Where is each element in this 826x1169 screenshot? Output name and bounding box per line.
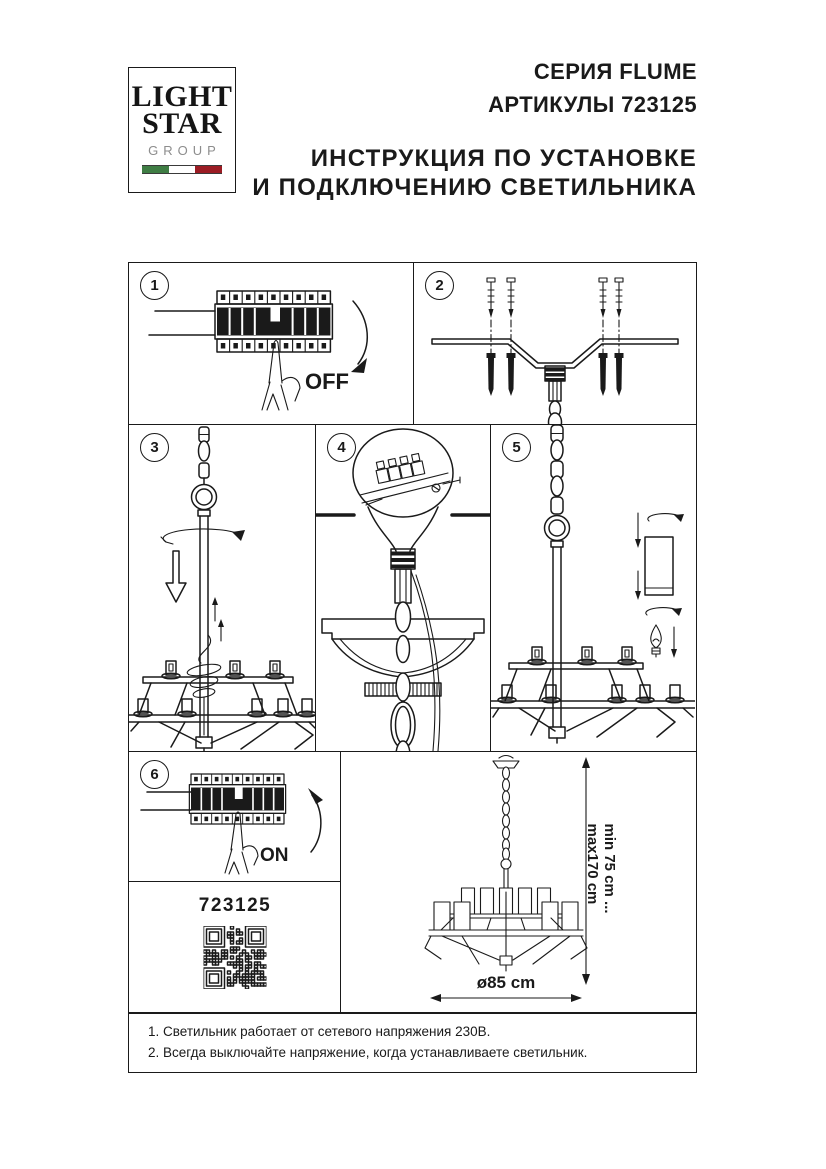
step-number-badge: 5 [502, 433, 531, 462]
chain-links-icon [365, 602, 441, 751]
rotate-up-arrow-icon [308, 788, 323, 852]
series-title: СЕРИЯ FLUME [533, 59, 697, 84]
wire-icon [186, 635, 221, 735]
ring-icon [545, 516, 570, 541]
step-panel-6 [128, 751, 342, 883]
instruction-title-line2: И ПОДКЛЮЧЕНИЮ СВЕТИЛЬНИКА [252, 174, 697, 201]
dimensions-panel [340, 751, 697, 1014]
screws-icons [487, 278, 623, 318]
lightstar-logo [128, 67, 236, 193]
wire-arrows-icons [212, 597, 224, 641]
flag-red-segment [195, 166, 222, 173]
candle-bulb-icon [651, 625, 662, 657]
notes-panel [128, 1012, 697, 1073]
step4-ceiling-connection-illustration [316, 425, 490, 751]
step-panel-5 [490, 424, 697, 753]
chain-icon [551, 425, 563, 514]
chandelier-overview-icon [425, 756, 587, 972]
qr-code [204, 926, 267, 989]
logo-group-text: GROUP [148, 143, 221, 158]
logo-star-text: STAR [142, 107, 222, 140]
shade-cylinder-icon [645, 537, 673, 595]
on-label: ON [260, 845, 289, 866]
article-number-line: АРТИКУЛЫ 723125 [488, 92, 697, 117]
note-line-1: 1. Светильник работает от сетевого напряжения 230В. [148, 1024, 491, 1039]
step-panel-1 [128, 262, 415, 426]
chandelier-frame-icon [491, 647, 695, 743]
rotate-down-arrow-icon [351, 301, 367, 373]
step2-bracket-illustration [414, 263, 695, 424]
height-range-label: min 75 cm ... max170 cm [584, 823, 618, 914]
step-number-badge: 6 [140, 760, 169, 789]
diameter-dimension-arrow [430, 994, 582, 1002]
mounting-bracket-icon [432, 339, 678, 368]
ring-icon [192, 485, 217, 510]
shade-install-icons [635, 513, 684, 658]
diameter-label: ø85 cm [476, 973, 536, 992]
rotation-arrow-icon [161, 529, 245, 544]
down-arrow-icon [166, 551, 186, 602]
step-number-badge: 2 [425, 271, 454, 300]
logo-light-text: LIGHT [131, 80, 233, 113]
magnifier-balloon-icon [353, 429, 453, 551]
flag-white-segment [169, 166, 196, 173]
article-qr-panel [128, 881, 342, 1014]
dimension-illustration [341, 752, 695, 1012]
hickey-and-chain-icon [545, 366, 565, 424]
italian-flag-bar [142, 165, 222, 174]
step-panel-4 [315, 424, 492, 753]
step-panel-2 [413, 262, 697, 426]
step-number-badge: 3 [140, 433, 169, 462]
note-line-2: 2. Всегда выключайте напряжение, когда устанавливаете светильник. [148, 1044, 588, 1060]
instruction-title-line1: ИНСТРУКЦИЯ ПО УСТАНОВКЕ [310, 145, 697, 172]
off-label: OFF [305, 369, 349, 394]
chandelier-frame-icon [129, 661, 315, 751]
step3-hanging-illustration [129, 425, 315, 751]
step-number-badge: 4 [327, 433, 356, 462]
step1-breaker-off-illustration [129, 263, 413, 424]
instruction-title [252, 144, 697, 202]
step-panel-3 [128, 424, 317, 753]
article-code: 723125 [198, 895, 272, 916]
step-number-badge: 1 [140, 271, 169, 300]
chain-icon [199, 427, 210, 484]
step5-shades-illustration [491, 425, 695, 751]
flag-green-segment [142, 166, 169, 173]
